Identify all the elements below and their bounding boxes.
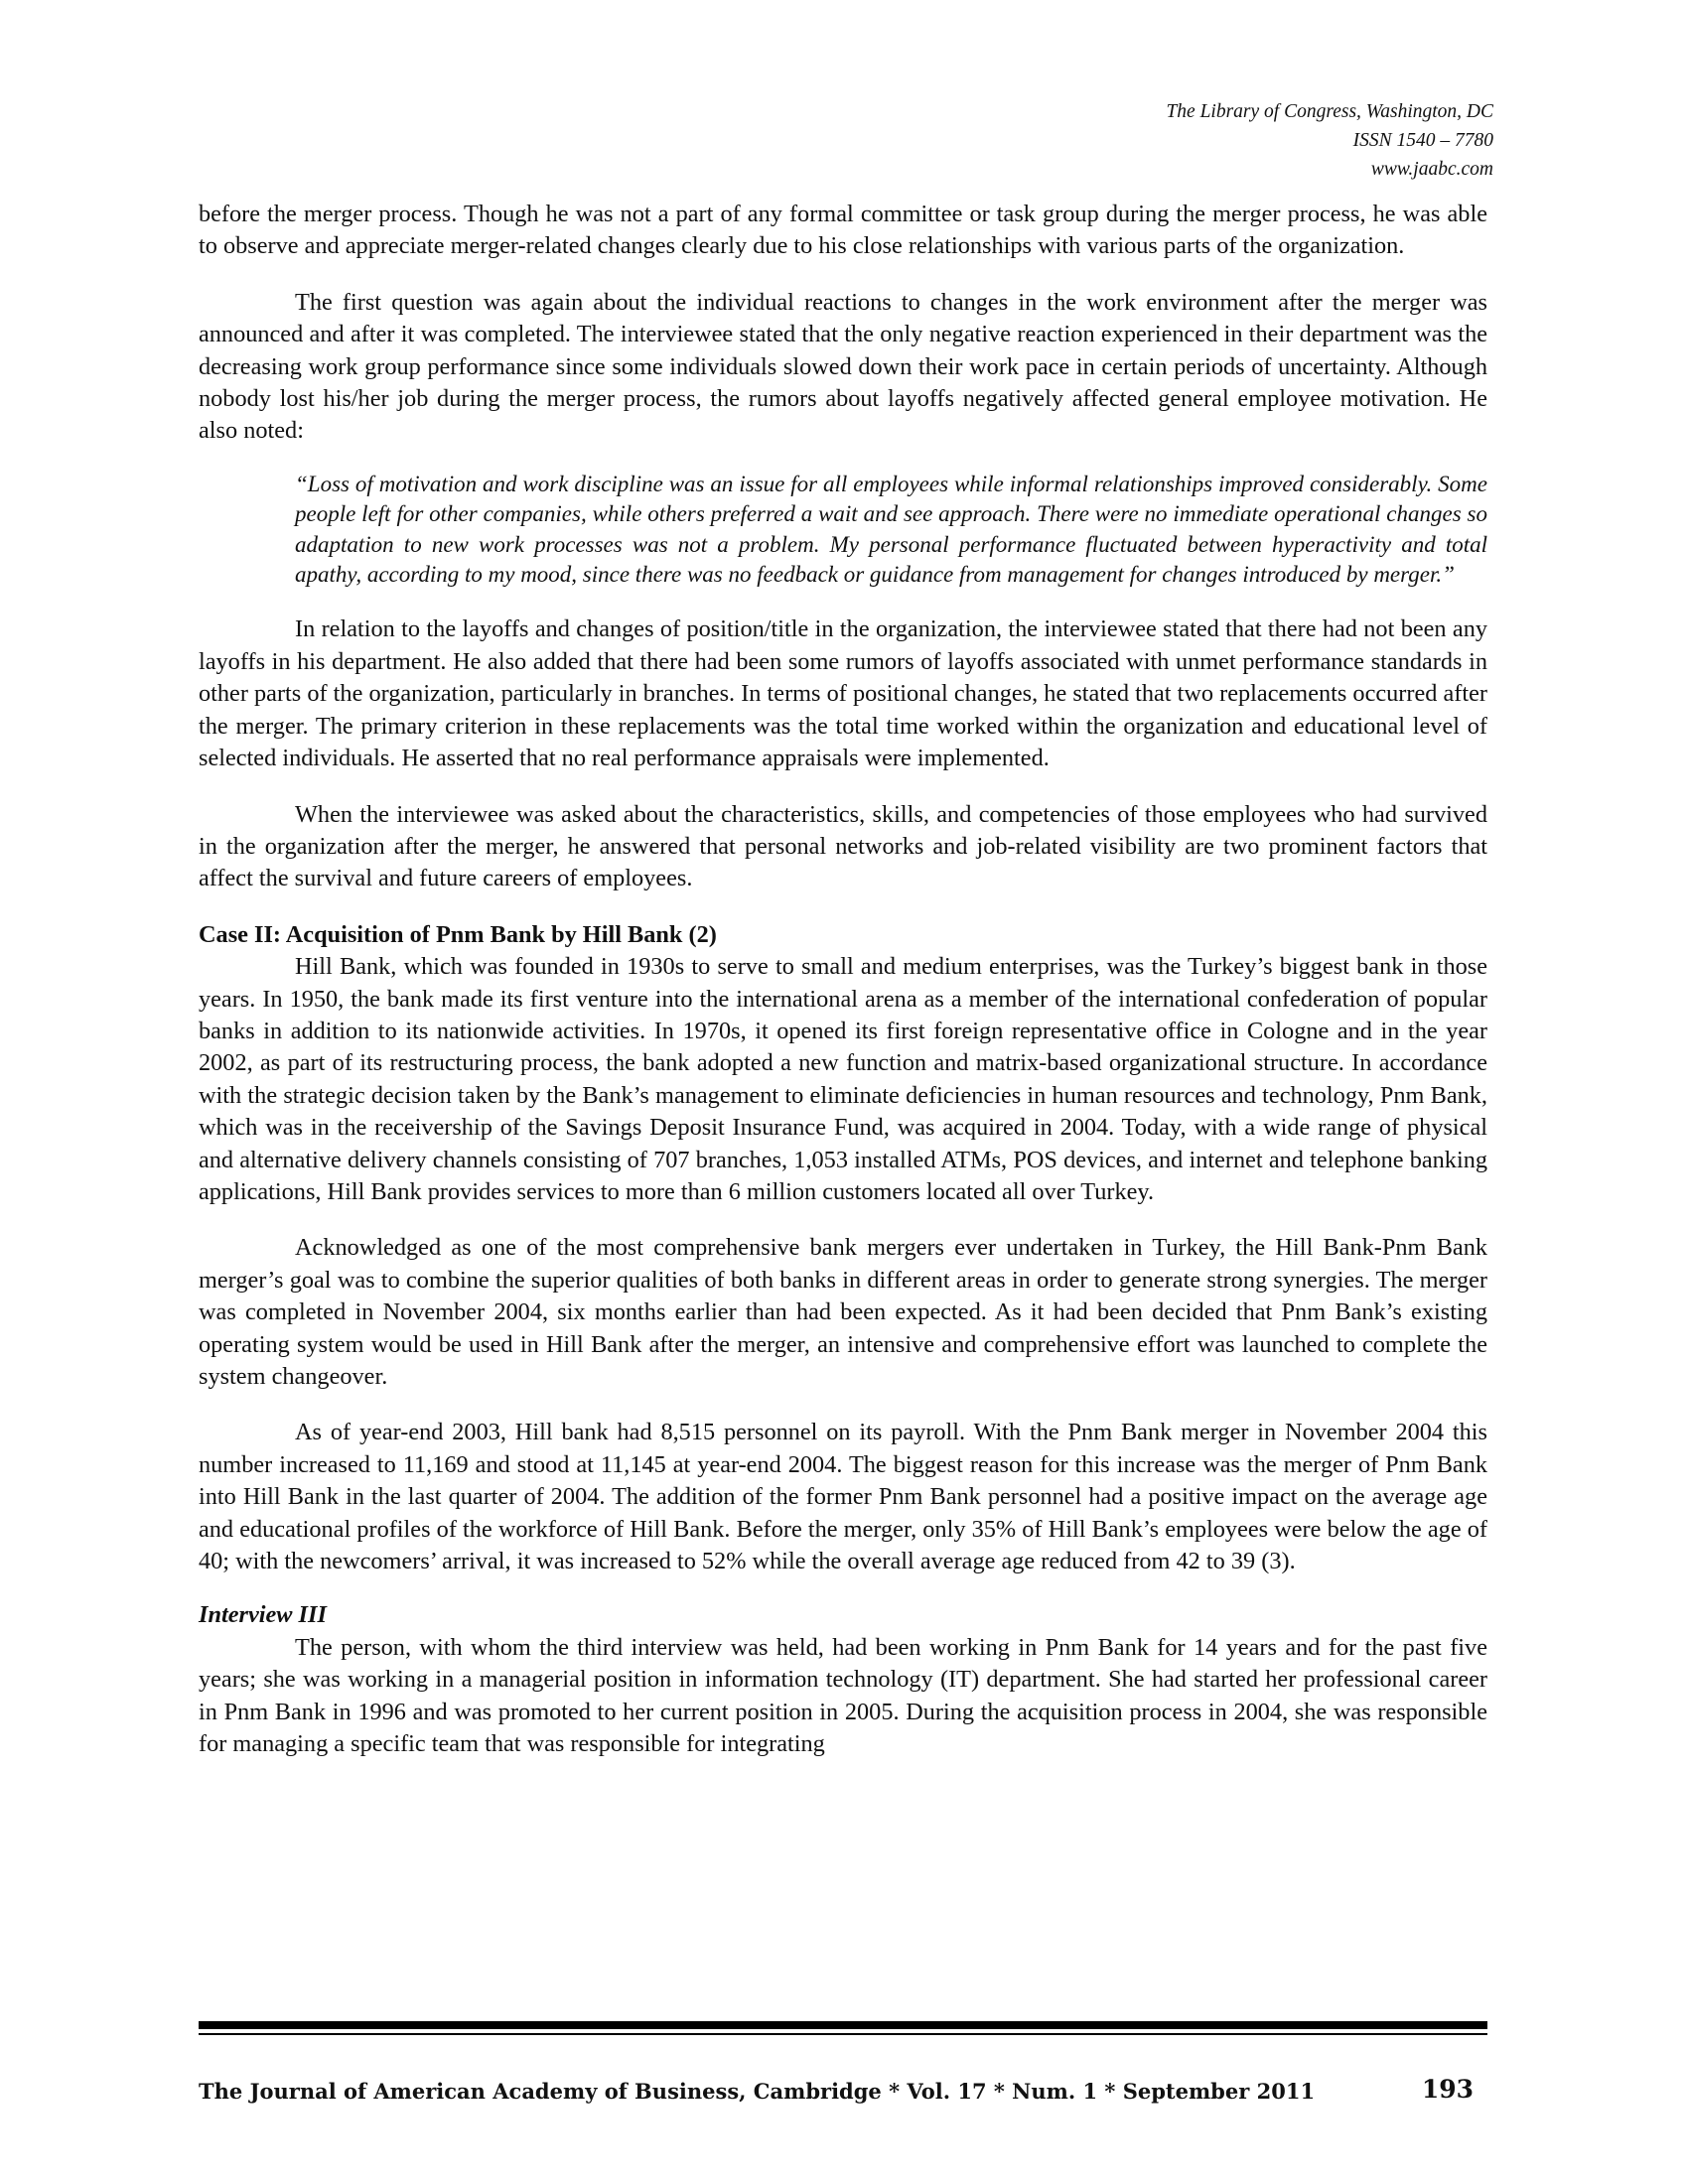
page-number: 193 <box>1421 2075 1474 2104</box>
footer-rule-thick <box>199 2021 1487 2029</box>
paragraph-survivors: When the interviewee was asked about the characteristics, skills, and competencies of those employees who had survived in the organization after the merger, he answered that personal networks and job-related visibility are two prominent factors that affect the survival and future careers of employees. <box>199 800 1487 892</box>
footer-rule-thin <box>199 2033 1487 2035</box>
body-text <box>199 199 1487 1760</box>
paragraph-merger-goal: Acknowledged as one of the most comprehensive bank mergers ever undertaken in Turkey, the Hill Bank-Pnm Bank merger’s goal was to combine the superior qualities of both banks in different areas in order to generate strong synergies. The merger was completed in November 2004, six months earlier than had been expected. As it had been decided that Pnm Bank’s existing operating system would be used in Hill Bank after the merger, an intensive and comprehensive effort was launched to complete the system changeover. <box>199 1234 1487 1390</box>
section-heading-case-ii: Case II: Acquisition of Pnm Bank by Hill Bank (2) <box>199 920 717 948</box>
paragraph-personnel: As of year-end 2003, Hill bank had 8,515 personnel on its payroll. With the Pnm Bank merger in November 2004 this number increased to 11,169 and stood at 11,145 at year-end 2004. The biggest reason for this increase was the merger of Pnm Bank into Hill Bank in the last quarter of 2004. The addition of the former Pnm Bank personnel had a positive impact on the average age and educational profiles of the workforce of Hill Bank. Before the merger, only 35% of Hill Bank’s employees were below the age of 40; with the newcomers’ arrival, it was increased to 52% while the overall average age reduced from 42 to 39 (3). <box>199 1419 1487 1575</box>
footer-journal-citation: The Journal of American Academy of Business, Cambridge * Vol. 17 * Num. 1 * September 2011 <box>199 2079 1316 2104</box>
paragraph-first-question: The first question was again about the individual reactions to changes in the work environment after the merger was announced and after it was completed. The interviewee stated that the only negative reaction experienced in their department was the decreasing work group performance since some individuals slowed down their work pace in certain periods of uncertainty. Although nobody lost his/her job during the merger process, the rumors about layoffs negatively affected general employee motivation. He also noted: <box>199 288 1487 445</box>
interview-quote: “Loss of motivation and work discipline was an issue for all employees while informal relationships improved considerably. Some people left for other companies, while others preferred a wait and see approach. There were no immediate operational changes so adaptation to new work processes was not a problem. My personal performance fluctuated between hyperactivity and total apathy, according to my mood, since there was no feedback or guidance from management for changes introduced by merger.” <box>295 471 1487 588</box>
paragraph-hill-bank-history: Hill Bank, which was founded in 1930s to serve to small and medium enterprises, was the Turkey’s biggest bank in those years. In 1950, the bank made its first venture into the international arena as a member of the international confederation of popular banks in addition to its nationwide activities. In 1970s, it opened its first foreign representative office in Cologne and in the year 2002, as part of its restructuring process, the bank adopted a new function and matrix-based organizational structure. In accordance with the strategic decision taken by the Bank’s management to eliminate deficiencies in human resources and technology, Pnm Bank, which was in the receivership of the Savings Deposit Insurance Fund, was acquired in 2004. Today, with a wide range of physical and alternative delivery channels consisting of 707 branches, 1,053 installed ATMs, POS devices, and internet and telephone banking applications, Hill Bank provides services to more than 6 million customers located all over Turkey. <box>199 953 1487 1205</box>
paragraph-layoffs: In relation to the layoffs and changes of position/title in the organization, the interviewee stated that there had not been any layoffs in his department. He also added that there had been some rumors of layoffs associated with unmet performance standards in other parts of the organization, particularly in branches. In terms of positional changes, he stated that two replacements occurred after the merger. The primary criterion in these replacements was the total time worked within the organization and educational level of selected individuals. He asserted that no real performance appraisals were implemented. <box>199 615 1487 772</box>
header-line-issn: ISSN 1540 – 7780 <box>1352 130 1493 151</box>
header-line-library: The Library of Congress, Washington, DC <box>1166 101 1493 122</box>
paragraph-continuation: before the merger process. Though he was not a part of any formal committee or task group during the merger process, he was able to observe and appreciate merger-related changes clearly due to his close relationships with various parts of the organization. <box>199 201 1487 260</box>
header-line-website: www.jaabc.com <box>1370 159 1493 180</box>
section-heading-interview-iii: Interview III <box>199 1601 327 1629</box>
running-header <box>798 97 1493 184</box>
paragraph-third-interview: The person, with whom the third interview was held, had been working in Pnm Bank for 14 years and for the past five years; she was working in a managerial position in information technology (IT) department. She had started her professional career in Pnm Bank in 1996 and was promoted to her current position in 2005. During the acquisition process in 2004, she was responsible for managing a specific team that was responsible for integrating <box>199 1633 1487 1758</box>
